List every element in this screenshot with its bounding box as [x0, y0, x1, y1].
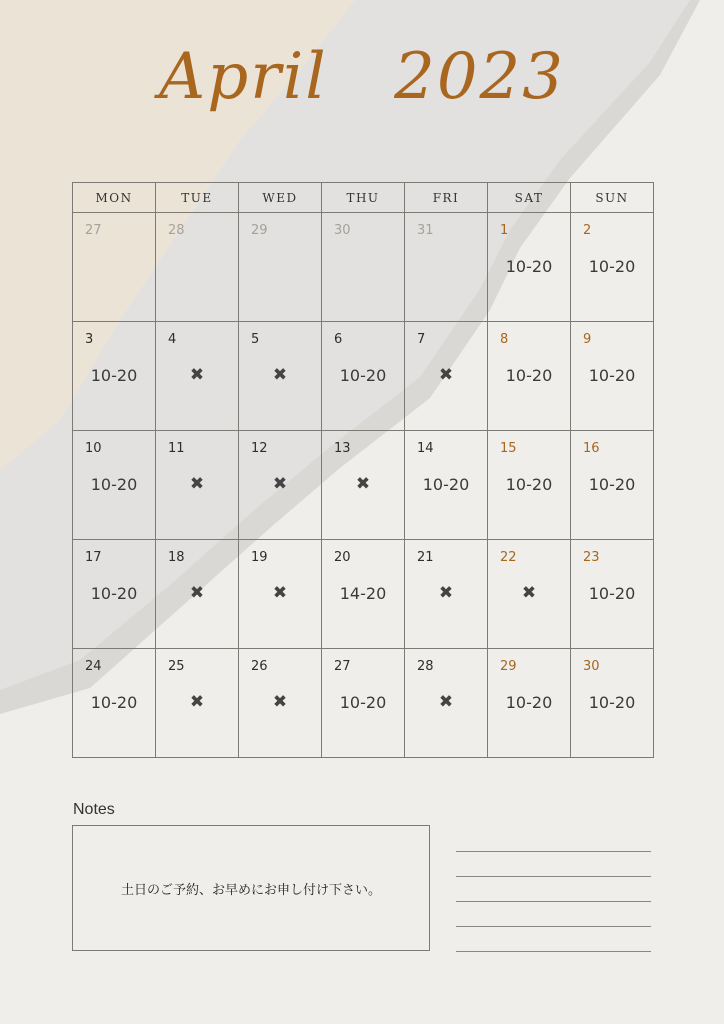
closed-mark-icon: ✖: [355, 474, 371, 494]
opening-hours: 10-20: [339, 693, 387, 712]
calendar-body: [73, 213, 654, 758]
day-number: 26: [251, 659, 268, 674]
week-row: [73, 540, 654, 649]
closed-mark-icon: ✖: [438, 692, 454, 712]
day-number: 30: [583, 659, 600, 674]
opening-hours: 10-20: [505, 366, 553, 385]
day-cell: [322, 649, 405, 758]
day-cell: [156, 322, 239, 431]
notes-label: Notes: [73, 801, 115, 818]
day-cell: [239, 322, 322, 431]
day-number: 29: [500, 659, 517, 674]
opening-hours: 10-20: [90, 693, 138, 712]
closed-mark-icon: ✖: [438, 583, 454, 603]
day-number: 15: [500, 441, 517, 456]
day-number: 5: [251, 332, 260, 347]
title-month: April: [159, 40, 328, 114]
weekday-mon: MON: [73, 183, 156, 213]
opening-hours: 10-20: [422, 475, 470, 494]
opening-hours: 10-20: [90, 584, 138, 603]
notes-text: 土日のご予約、お早めにお申し付け下さい。: [120, 883, 381, 898]
day-number: 21: [417, 550, 434, 565]
day-number: 27: [334, 659, 351, 674]
day-cell: [73, 213, 156, 322]
day-cell: [73, 322, 156, 431]
opening-hours: 10-20: [588, 475, 636, 494]
day-cell: [156, 213, 239, 322]
day-number: 7: [417, 332, 426, 347]
day-cell: [405, 540, 488, 649]
day-number: 10: [85, 441, 102, 456]
day-cell: [488, 213, 571, 322]
weekday-tue: TUE: [156, 183, 239, 213]
day-cell: [488, 322, 571, 431]
day-number: 1: [500, 223, 509, 238]
day-cell: [488, 431, 571, 540]
opening-hours: 10-20: [90, 366, 138, 385]
weekday-header-row: [73, 183, 654, 213]
day-cell: [156, 649, 239, 758]
day-cell: [405, 322, 488, 431]
day-cell: [73, 540, 156, 649]
closed-mark-icon: ✖: [438, 365, 454, 385]
day-number: 8: [500, 332, 509, 347]
week-row: [73, 322, 654, 431]
opening-hours: 10-20: [588, 257, 636, 276]
day-cell: [156, 540, 239, 649]
weekday-thu: THU: [322, 183, 405, 213]
day-cell: [322, 431, 405, 540]
day-number: 29: [251, 223, 268, 238]
day-number: 14: [417, 441, 434, 456]
note-line: [456, 876, 651, 877]
day-cell: [239, 649, 322, 758]
week-row: [73, 649, 654, 758]
day-number: 3: [85, 332, 94, 347]
day-cell: [571, 322, 654, 431]
weekday-wed: WED: [239, 183, 322, 213]
day-cell: [488, 649, 571, 758]
week-row: [73, 431, 654, 540]
day-number: 18: [168, 550, 185, 565]
day-number: 28: [168, 223, 185, 238]
day-number: 20: [334, 550, 351, 565]
title-year: 2023: [394, 40, 565, 114]
closed-mark-icon: ✖: [272, 474, 288, 494]
calendar-title: [0, 40, 724, 114]
day-cell: [322, 540, 405, 649]
note-line: [456, 901, 651, 902]
day-cell: [156, 431, 239, 540]
day-number: 24: [85, 659, 102, 674]
opening-hours: 10-20: [588, 693, 636, 712]
day-number: 6: [334, 332, 343, 347]
weekday-sat: SAT: [488, 183, 571, 213]
opening-hours: 10-20: [90, 475, 138, 494]
closed-mark-icon: ✖: [189, 583, 205, 603]
day-number: 23: [583, 550, 600, 565]
day-number: 19: [251, 550, 268, 565]
day-cell: [239, 213, 322, 322]
closed-mark-icon: ✖: [189, 365, 205, 385]
day-number: 28: [417, 659, 434, 674]
day-cell: [322, 322, 405, 431]
note-line: [456, 951, 651, 952]
day-number: 25: [168, 659, 185, 674]
day-number: 16: [583, 441, 600, 456]
day-cell: [73, 649, 156, 758]
day-cell: [239, 431, 322, 540]
closed-mark-icon: ✖: [272, 365, 288, 385]
calendar-grid: [72, 182, 654, 758]
day-number: 4: [168, 332, 177, 347]
day-cell: [488, 540, 571, 649]
notes-box: [72, 825, 430, 951]
closed-mark-icon: ✖: [189, 474, 205, 494]
week-row: [73, 213, 654, 322]
day-number: 17: [85, 550, 102, 565]
note-line: [456, 926, 651, 927]
opening-hours: 10-20: [505, 475, 553, 494]
closed-mark-icon: ✖: [272, 692, 288, 712]
day-cell: [405, 649, 488, 758]
opening-hours: 10-20: [505, 257, 553, 276]
day-cell: [322, 213, 405, 322]
note-line: [456, 851, 651, 852]
closed-mark-icon: ✖: [272, 583, 288, 603]
opening-hours: 10-20: [339, 366, 387, 385]
day-number: 30: [334, 223, 351, 238]
day-cell: [571, 431, 654, 540]
day-cell: [405, 431, 488, 540]
day-cell: [571, 649, 654, 758]
day-number: 12: [251, 441, 268, 456]
closed-mark-icon: ✖: [521, 583, 537, 603]
opening-hours: 10-20: [588, 366, 636, 385]
day-number: 9: [583, 332, 592, 347]
day-cell: [73, 431, 156, 540]
day-number: 31: [417, 223, 434, 238]
weekday-sun: SUN: [571, 183, 654, 213]
day-number: 27: [85, 223, 102, 238]
day-number: 13: [334, 441, 351, 456]
opening-hours: 10-20: [505, 693, 553, 712]
day-cell: [405, 213, 488, 322]
day-cell: [239, 540, 322, 649]
day-number: 2: [583, 223, 592, 238]
closed-mark-icon: ✖: [189, 692, 205, 712]
day-cell: [571, 540, 654, 649]
day-number: 11: [168, 441, 185, 456]
opening-hours: 10-20: [588, 584, 636, 603]
day-cell: [571, 213, 654, 322]
day-number: 22: [500, 550, 517, 565]
opening-hours: 14-20: [339, 584, 387, 603]
weekday-fri: FRI: [405, 183, 488, 213]
